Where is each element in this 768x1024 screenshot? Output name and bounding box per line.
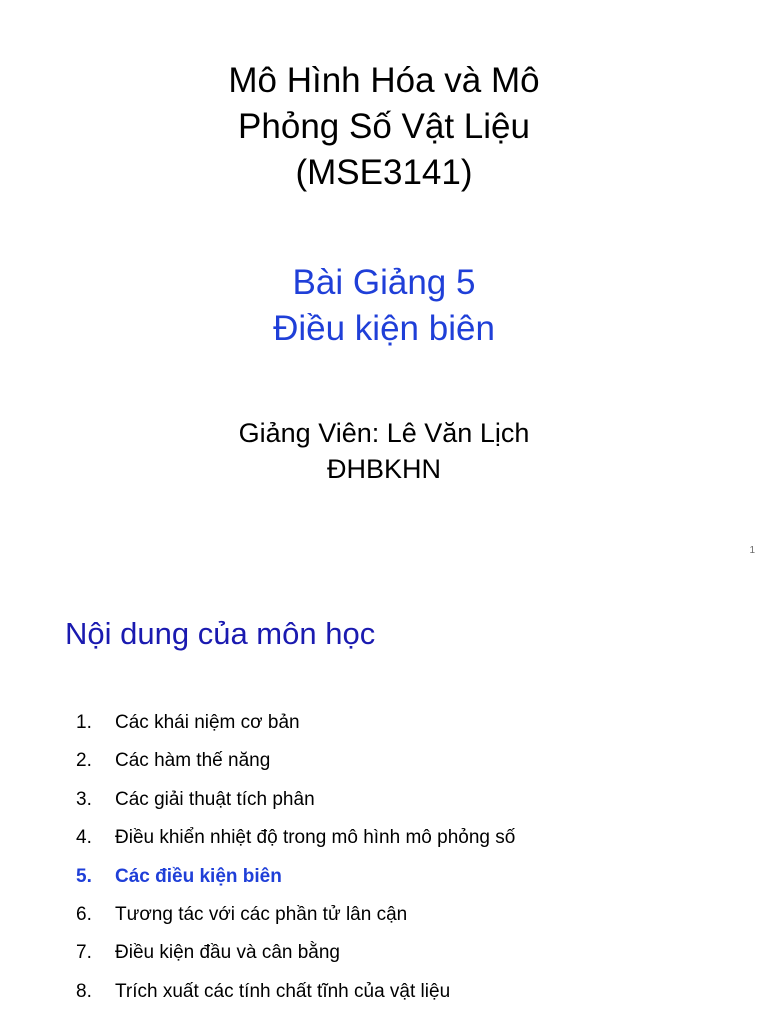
item-number: 5. — [76, 865, 92, 887]
lecture-title — [0, 260, 768, 352]
course-title-line: (MSE3141) — [295, 153, 473, 192]
item-text: Các khái niệm cơ bản — [115, 712, 300, 733]
course-title — [0, 58, 768, 196]
instructor-info — [0, 415, 768, 487]
lecture-number: Bài Giảng 5 — [292, 263, 476, 302]
item-number: 8. — [76, 980, 92, 1002]
institution: ĐHBKHN — [326, 454, 441, 484]
item-number: 3. — [76, 788, 92, 810]
instructor-name: Giảng Viên: Lê Văn Lịch — [238, 418, 530, 448]
item-text: Tương tác với các phần tử lân cận — [115, 903, 408, 925]
item-number: 1. — [76, 712, 92, 733]
outline-slide — [0, 576, 768, 1024]
item-number: 6. — [76, 903, 92, 925]
item-number: 4. — [76, 827, 92, 849]
page-number: 1 — [749, 545, 755, 556]
course-title-line: Phỏng Số Vật Liệu — [238, 107, 530, 146]
course-title-line: Mô Hình Hóa và Mô — [228, 61, 540, 100]
item-text: Điều kiện đầu và cân bằng — [115, 942, 340, 964]
lecture-topic: Điều kiện biên — [273, 309, 495, 348]
item-text: Điều khiển nhiệt độ trong mô hình mô phỏng số — [115, 827, 516, 849]
item-text: Các giải thuật tích phân — [115, 788, 315, 810]
item-number: 7. — [76, 942, 92, 964]
section-heading: Nội dung của môn học — [65, 616, 376, 651]
item-number: 2. — [76, 750, 92, 772]
item-text: Trích xuất các tính chất tĩnh của vật liệu — [115, 980, 451, 1002]
item-text: Các hàm thế năng — [115, 750, 271, 772]
item-text: Các điều kiện biên — [115, 865, 282, 887]
